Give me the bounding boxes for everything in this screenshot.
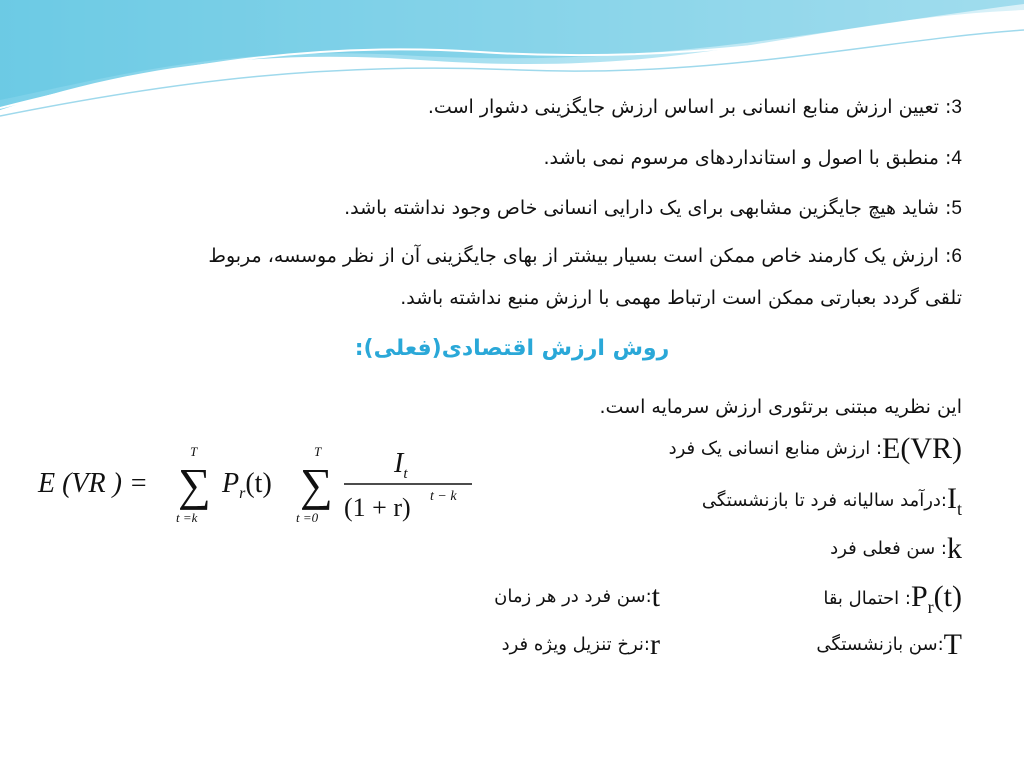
sum2-top: T	[314, 444, 322, 459]
symbol-pr: $P_r(t)$	[910, 580, 962, 617]
fraction-denominator: (1 + r)	[344, 493, 411, 522]
intro-text: این نظریه مبتنی برتئوری ارزش سرمایه است.	[599, 396, 962, 418]
symbol-r: r	[650, 628, 660, 661]
item-3: 3: تعیین ارزش منابع انسانی بر اساس ارزش جایگزینی دشوار است.	[427, 96, 962, 118]
item-6-continuation: تلقی گردد بعبارتی ممکن است ارتباط مهمی با ارزش منبع نداشته باشد.	[400, 287, 962, 309]
sum1-top: T	[190, 444, 198, 459]
sum1-symbol: ∑	[178, 459, 211, 510]
symbol-T: T	[943, 628, 962, 661]
definition-t: t:سن فرد در هر زمان	[494, 580, 660, 613]
sum1-bottom: t =k	[176, 510, 198, 525]
evr-formula	[32, 440, 482, 530]
symbol-t: t	[651, 580, 660, 613]
item-4: 4: منطبق با اصول و استانداردهای مرسوم نمی باشد.	[543, 147, 962, 169]
item-5: 5: شاید هیچ جایگزین مشابهی برای یک دارایی انسانی خاص وجود نداشته باشد.	[344, 197, 962, 219]
definition-T: T:سن بازنشستگی	[816, 628, 962, 661]
fraction-exponent: t − k	[430, 489, 457, 504]
fraction-numerator: $I_t$	[394, 448, 408, 482]
section-heading: روش ارزش اقتصادی(فعلی):	[354, 336, 670, 361]
definition-k: k: سن فعلی فرد	[830, 532, 962, 565]
item-6: 6: ارزش یک کارمند خاص ممکن است بسیار بیشتر از بهای جایگزینی آن از نظر موسسه، مربوط	[208, 245, 962, 267]
definition-pr: $P_r(t)$: احتمال بقا	[823, 580, 962, 617]
definition-it: $I_t:درآمد$ سالیانه فرد تا بازنشستگی	[701, 482, 962, 519]
symbol-evr: E(VR)	[882, 432, 962, 465]
sum2-symbol: ∑	[300, 459, 333, 510]
formula-pr: $P_r(t)$	[222, 468, 272, 502]
sum2-bottom: t =0	[296, 510, 319, 525]
symbol-it: $I_t$	[946, 482, 962, 519]
formula-lhs: E (VR ) =	[38, 468, 148, 499]
definition-evr: E(VR): ارزش منابع انسانی یک فرد	[668, 432, 962, 465]
symbol-k: k	[947, 532, 962, 565]
definition-r: r:نرخ تنزیل ویژه فرد	[501, 628, 660, 661]
